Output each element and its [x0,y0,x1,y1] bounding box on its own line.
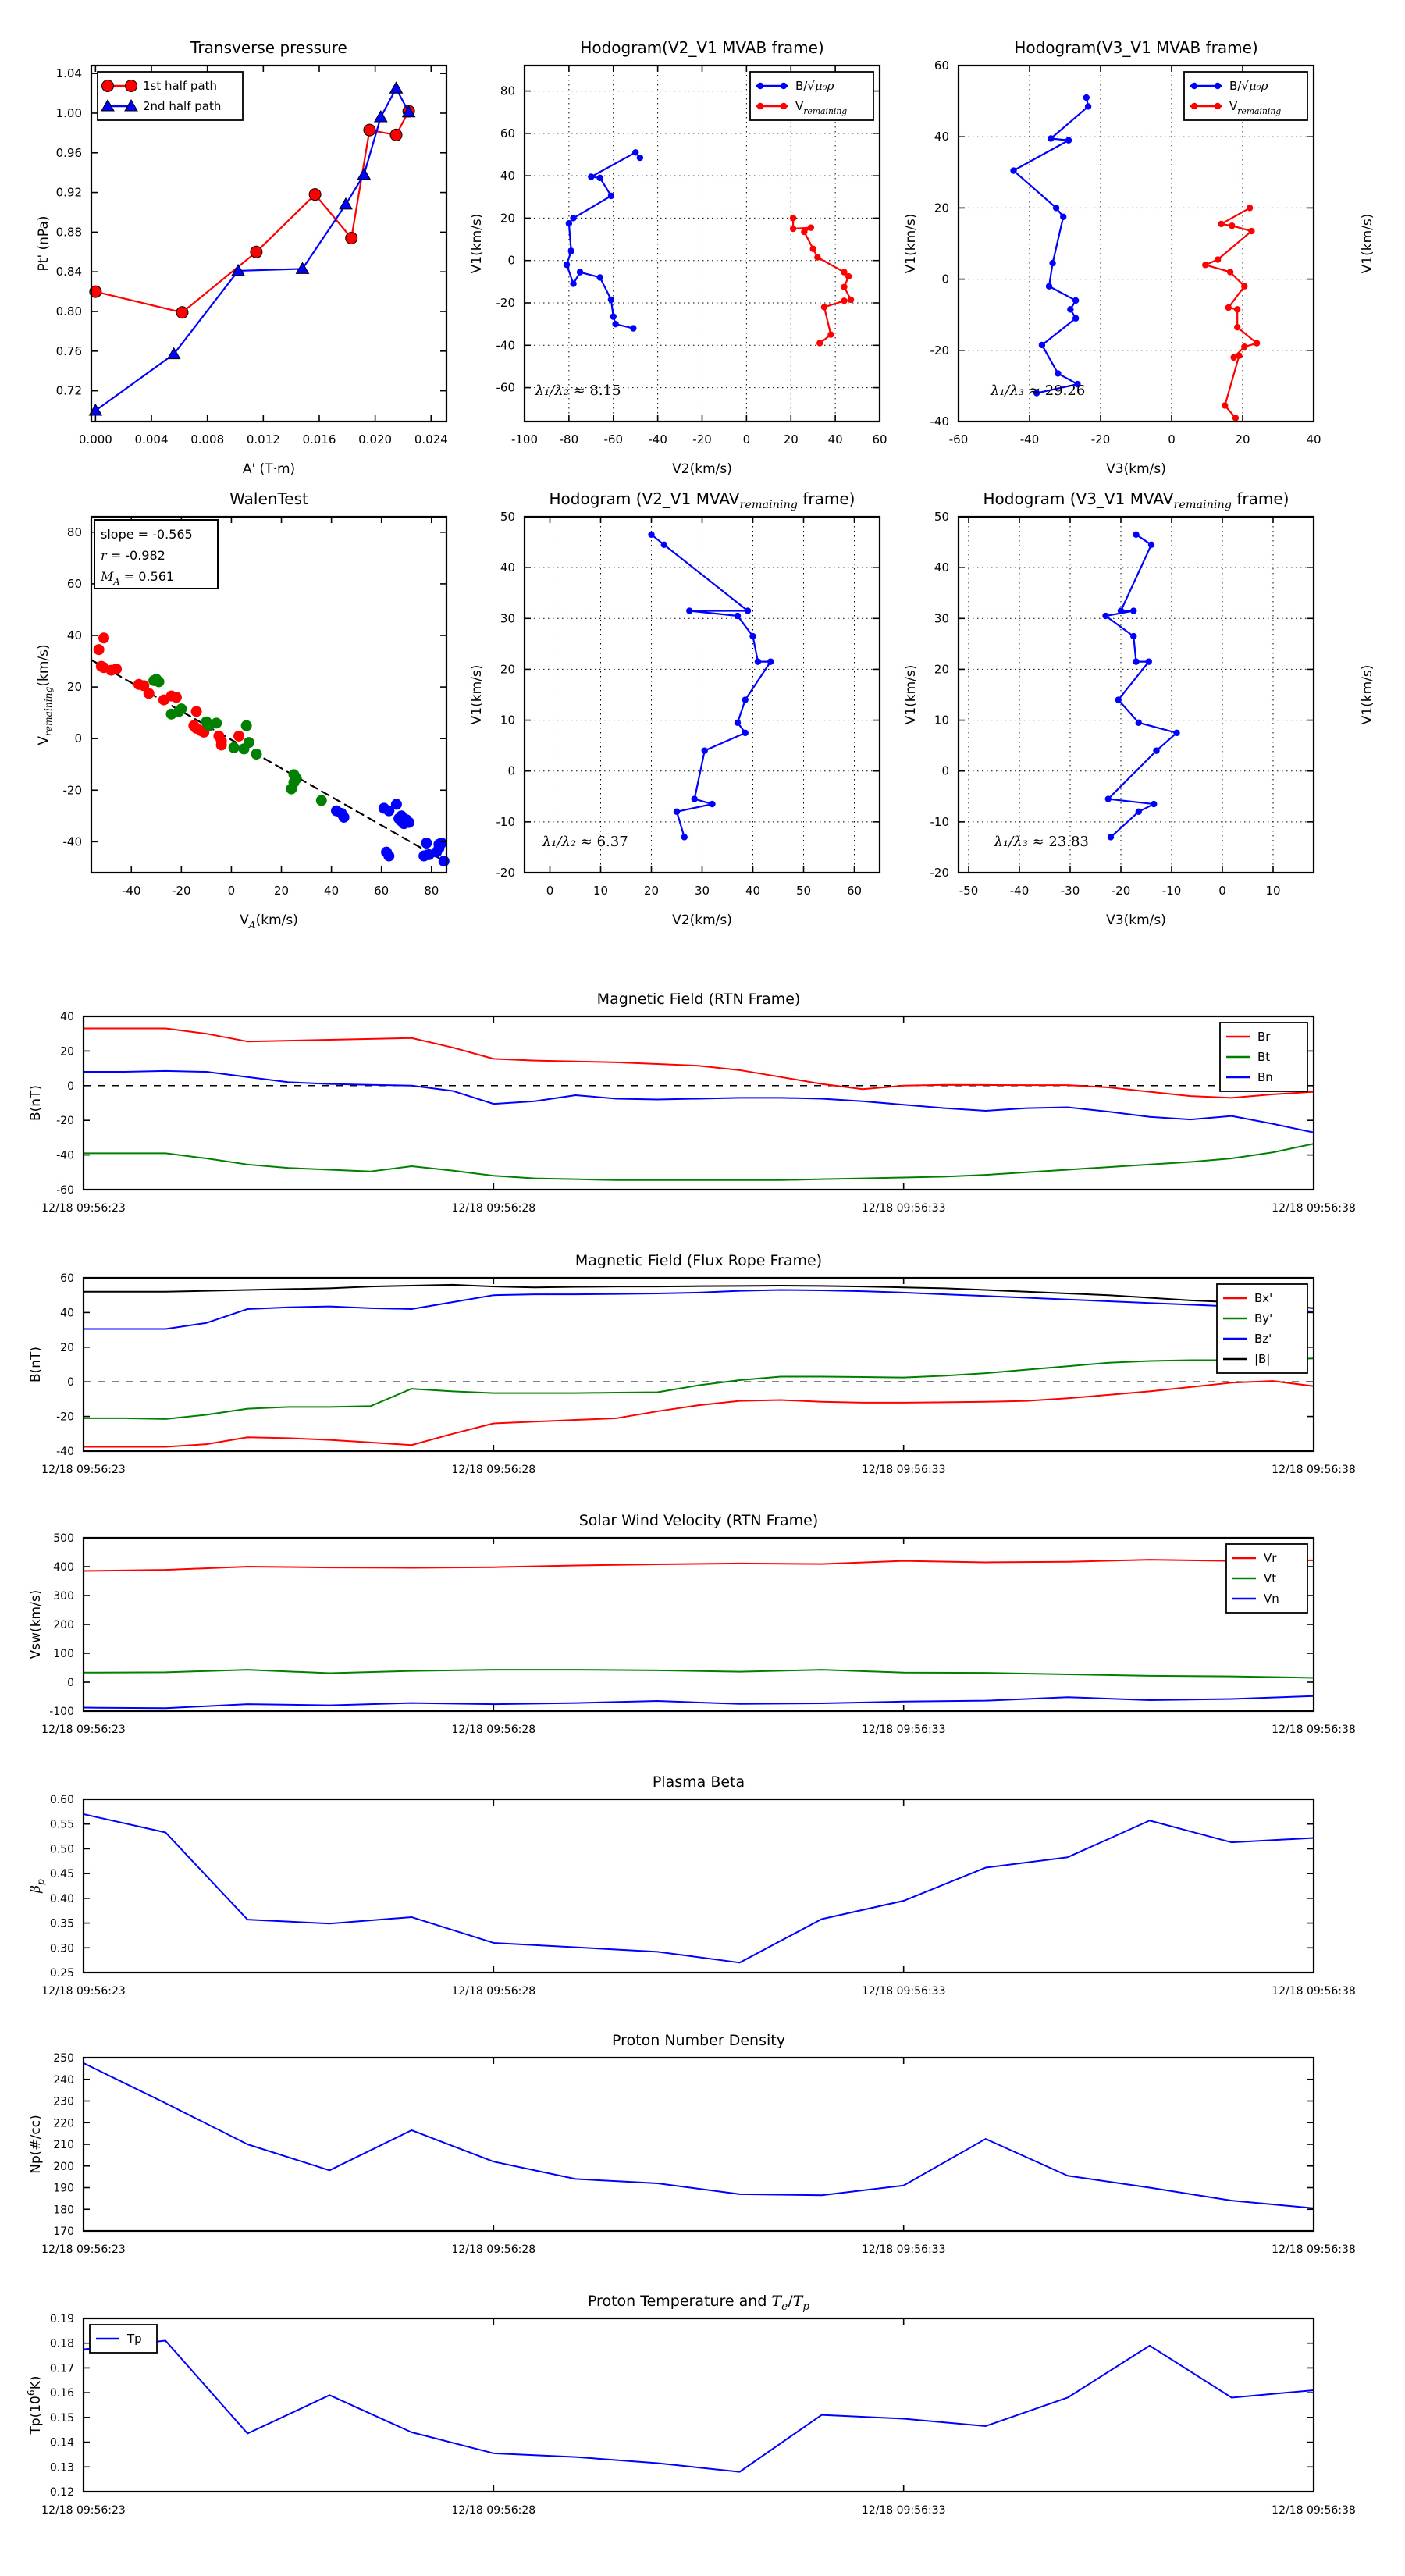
svg-text:80: 80 [424,884,439,898]
svg-text:-100: -100 [510,432,539,447]
svg-text:-60: -60 [56,1184,74,1197]
chart-solar-wind-velocity [13,1499,1405,1781]
svg-text:Proton Temperature and Te/Tp: Proton Temperature and $T_e/T_p$ [587,2293,810,2313]
svg-text:Transverse pressure: Transverse pressure [190,38,347,57]
svg-text:0.96: 0.96 [55,145,82,160]
svg-text:V1(km/s): V1(km/s) [903,213,919,274]
svg-text:20: 20 [500,662,515,677]
svg-text:-40: -40 [1009,884,1030,898]
svg-text:20: 20 [60,1341,74,1354]
svg-text:1.04: 1.04 [55,66,82,81]
svg-text:λ₁/λ₂ ≈ 6.37: λ₁/λ₂ ≈ 6.37 [542,833,628,850]
svg-text:0.016: 0.016 [302,432,336,447]
svg-text:-60: -60 [603,432,623,447]
svg-text:12/18 09:56:28: 12/18 09:56:28 [451,2243,536,2256]
svg-text:-40: -40 [56,1446,74,1458]
svg-text:V2(km/s): V2(km/s) [672,913,732,928]
svg-text:B(nT): B(nT) [28,1084,44,1122]
svg-text:12/18 09:56:23: 12/18 09:56:23 [41,1724,126,1736]
svg-text:-40: -40 [648,432,667,447]
svg-text:0.72: 0.72 [55,383,82,398]
svg-text:r = -0.982: r = -0.982 [101,548,165,563]
svg-text:240: 240 [53,2073,74,2087]
svg-text:12/18 09:56:23: 12/18 09:56:23 [41,1202,126,1215]
svg-text:V3(km/s): V3(km/s) [1106,461,1166,477]
svg-text:-20: -20 [930,343,949,358]
svg-text:Vsw(km/s): Vsw(km/s) [28,1589,44,1660]
svg-text:0: 0 [67,1080,74,1093]
svg-text:Vremaining: $V_{remaining}$ [1229,99,1282,116]
svg-text:210: 210 [53,2139,74,2151]
svg-text:0.30: 0.30 [49,1942,74,1955]
svg-text:0: 0 [941,272,949,286]
svg-text:400: 400 [53,1561,74,1574]
svg-text:40: 40 [66,628,82,642]
svg-text:-40: -40 [496,338,515,353]
svg-text:12/18 09:56:23: 12/18 09:56:23 [41,2243,126,2256]
svg-text:12/18 09:56:28: 12/18 09:56:28 [451,2504,536,2517]
svg-text:0.80: 0.80 [55,304,82,319]
svg-text:-20: -20 [496,296,515,310]
svg-text:500: 500 [53,1532,74,1545]
svg-text:Hodogram (V3_V1 MVAVremaining: Hodogram (V3_V1 $MVAV_{remaining}$ frame) [983,489,1289,511]
svg-text:0.18: 0.18 [49,2337,74,2350]
svg-text:0: 0 [507,763,515,778]
svg-text:Pt' (nPa): Pt' (nPa) [36,215,52,272]
svg-text:40: 40 [934,130,949,144]
svg-text:-20: -20 [56,1411,74,1424]
svg-text:12/18 09:56:28: 12/18 09:56:28 [451,1724,536,1736]
svg-text:180: 180 [53,2204,74,2217]
svg-text:0.45: 0.45 [49,1868,74,1881]
svg-text:0: 0 [742,432,751,447]
svg-text:12/18 09:56:38: 12/18 09:56:38 [1272,2504,1356,2517]
svg-text:0: 0 [1168,432,1176,447]
svg-text:220: 220 [53,2117,74,2130]
svg-text:230: 230 [53,2095,74,2108]
svg-text:200: 200 [53,2160,74,2173]
svg-text:slope = -0.565: slope = -0.565 [101,527,193,542]
svg-text:12/18 09:56:23: 12/18 09:56:23 [41,1464,126,1476]
svg-text:40: 40 [500,169,515,183]
svg-text:-20: -20 [692,432,712,447]
svg-text:0.76: 0.76 [55,343,82,358]
svg-text:-80: -80 [559,432,579,447]
svg-text:0.15: 0.15 [49,2411,74,2425]
svg-text:20: 20 [934,662,949,677]
svg-text:-100: -100 [49,1706,74,1718]
svg-text:-20: -20 [496,866,515,880]
svg-text:20: 20 [500,211,515,226]
chart-hodogram-v3v1-mvav [888,478,1405,942]
svg-text:0.19: 0.19 [49,2313,74,2325]
svg-text:12/18 09:56:28: 12/18 09:56:28 [451,1464,536,1476]
svg-text:V1(km/s): V1(km/s) [469,664,485,725]
svg-text:Proton Number Density: Proton Number Density [612,2032,785,2049]
svg-text:0.020: 0.020 [358,432,393,447]
svg-text:250: 250 [53,2052,74,2065]
svg-text:0.14: 0.14 [49,2436,74,2450]
svg-text:-40: -40 [62,834,82,849]
svg-text:40: 40 [60,1011,74,1023]
svg-text:12/18 09:56:23: 12/18 09:56:23 [41,1985,126,1998]
svg-text:0.13: 0.13 [49,2461,74,2475]
svg-text:0.25: 0.25 [49,1967,74,1980]
svg-text:0: 0 [227,884,236,898]
svg-text:0.17: 0.17 [49,2362,74,2375]
svg-text:40: 40 [324,884,340,898]
svg-text:-40: -40 [1019,432,1040,447]
svg-text:0: 0 [1218,884,1226,898]
svg-text:12/18 09:56:33: 12/18 09:56:33 [861,1202,946,1215]
svg-text:10: 10 [592,884,609,898]
svg-text:30: 30 [694,884,710,898]
svg-text:-20: -20 [930,866,949,880]
svg-text:40: 40 [60,1307,74,1320]
svg-text:20: 20 [1235,432,1250,447]
svg-text:40: 40 [934,560,949,575]
svg-text:50: 50 [934,510,949,524]
svg-text:40: 40 [500,560,515,575]
chart-plasma-beta [13,1760,1405,2042]
hodogram-v3v1-mvav-plot [888,478,1405,939]
bfield-rtn-plot [13,977,1405,1256]
svg-text:0.16: 0.16 [49,2387,74,2400]
svg-text:B/√μ₀ρ: B/√μ₀ρ [1229,79,1268,93]
svg-text:-20: -20 [1090,432,1111,447]
svg-text:0: 0 [67,1677,74,1689]
svg-text:-60: -60 [496,380,515,395]
svg-text:10: 10 [500,713,515,728]
svg-text:0.84: 0.84 [55,265,82,279]
svg-text:80: 80 [66,525,82,539]
svg-text:0.35: 0.35 [49,1917,74,1930]
svg-text:Bt: Bt [1257,1050,1271,1064]
svg-text:-40: -40 [56,1149,74,1162]
svg-text:-10: -10 [496,814,515,829]
svg-text:VA(km/s): $V_A(km/s)$ [240,913,298,930]
svg-text:12/18 09:56:33: 12/18 09:56:33 [861,1985,946,1998]
svg-text:50: 50 [795,884,812,898]
svg-text:20: 20 [783,432,799,447]
svg-text:300: 300 [53,1590,74,1603]
svg-text:Tp: Tp [127,2332,142,2346]
svg-text:V1(km/s): V1(km/s) [903,664,919,725]
svg-text:60: 60 [846,884,863,898]
svg-text:40: 40 [827,432,843,447]
svg-text:WalenTest: WalenTest [229,489,308,508]
svg-text:Vremaining: $V_{remaining}$ [795,99,848,116]
svg-text:V1(km/s): V1(km/s) [1360,213,1375,274]
svg-text:V2(km/s): V2(km/s) [672,461,732,477]
svg-text:2nd half path: 2nd half path [143,99,222,113]
svg-text:Tp(106K): $Tp(10^6K)$ [26,2375,44,2435]
svg-text:βp: $\beta_p$ [28,1879,46,1893]
svg-text:MA = 0.561: $M_A = 0.561$ [101,569,175,587]
svg-text:12/18 09:56:38: 12/18 09:56:38 [1272,1464,1356,1476]
svg-text:0.012: 0.012 [246,432,280,447]
plasma-beta-plot [13,1760,1405,2039]
svg-text:20: 20 [273,884,290,898]
svg-text:-20: -20 [62,783,82,798]
svg-text:12/18 09:56:38: 12/18 09:56:38 [1272,2243,1356,2256]
svg-text:Br: Br [1257,1030,1271,1044]
svg-text:60: 60 [374,884,389,898]
svg-text:-20: -20 [172,884,191,898]
svg-text:0.50: 0.50 [49,1843,74,1856]
svg-text:60: 60 [500,126,515,141]
svg-text:-10: -10 [930,814,949,829]
svg-text:-40: -40 [122,884,141,898]
svg-text:0.88: 0.88 [55,225,82,240]
svg-text:Bn: Bn [1257,1070,1273,1084]
svg-text:Solar Wind Velocity (RTN Frame: Solar Wind Velocity (RTN Frame) [578,1512,819,1529]
svg-text:Bx': Bx' [1254,1291,1273,1305]
svg-text:12/18 09:56:33: 12/18 09:56:33 [861,1724,946,1736]
svg-text:20: 20 [66,680,82,695]
chart-proton-number-density [13,2019,1405,2300]
svg-text:60: 60 [934,59,949,73]
svg-text:-20: -20 [1111,884,1131,898]
svg-text:30: 30 [500,611,515,626]
svg-text:190: 190 [53,2182,74,2195]
svg-text:60: 60 [66,576,82,591]
svg-text:60: 60 [872,432,887,447]
svg-text:0.92: 0.92 [55,185,82,200]
svg-text:Vr: Vr [1264,1551,1277,1565]
svg-text:20: 20 [643,884,660,898]
svg-text:0.40: 0.40 [49,1892,74,1905]
svg-text:1.00: 1.00 [55,105,82,120]
svg-text:12/18 09:56:28: 12/18 09:56:28 [451,1985,536,1998]
svg-text:0.60: 0.60 [49,1794,74,1806]
chart-magnetic-field-rtn [13,977,1405,1259]
svg-text:10: 10 [1265,884,1281,898]
svg-text:12/18 09:56:28: 12/18 09:56:28 [451,1202,536,1215]
svg-text:By': By' [1254,1311,1273,1325]
vsw-rtn-plot [13,1499,1405,1777]
svg-text:170: 170 [53,2226,74,2238]
svg-text:60: 60 [60,1272,74,1285]
svg-text:0.12: 0.12 [49,2486,74,2499]
svg-text:-50: -50 [959,884,979,898]
svg-text:0: 0 [546,884,554,898]
svg-text:Vn: Vn [1264,1592,1279,1606]
svg-text:0: 0 [507,253,515,268]
svg-text:Vremaining(km/s): $V_{remaining}(km/s)$ [36,644,54,745]
svg-text:Hodogram(V3_V1 MVAB frame): Hodogram(V3_V1 MVAB frame) [1014,38,1258,57]
svg-text:-60: -60 [948,432,969,447]
svg-text:0: 0 [941,763,949,778]
chart-hodogram-v3v1-mvab [888,27,1405,491]
svg-text:0: 0 [67,1376,74,1389]
svg-text:λ₁/λ₃ ≈ 29.26: λ₁/λ₃ ≈ 29.26 [990,382,1086,399]
svg-text:|B|: |B| [1254,1352,1271,1366]
svg-text:40: 40 [1306,432,1321,447]
svg-text:B(nT): B(nT) [28,1346,44,1383]
svg-text:0: 0 [74,731,82,746]
svg-text:12/18 09:56:38: 12/18 09:56:38 [1272,1724,1356,1736]
svg-text:20: 20 [934,201,949,215]
svg-text:Bz': Bz' [1254,1332,1272,1346]
svg-text:30: 30 [934,611,949,626]
hodogram-v3v1-mvab-plot [888,27,1405,488]
svg-text:12/18 09:56:38: 12/18 09:56:38 [1272,1202,1356,1215]
svg-text:Magnetic Field (RTN Frame): Magnetic Field (RTN Frame) [596,991,801,1008]
bfield-fluxrope-plot [13,1239,1405,1517]
proton-density-plot [13,2019,1405,2297]
svg-text:12/18 09:56:33: 12/18 09:56:33 [861,2243,946,2256]
svg-text:-30: -30 [1060,884,1080,898]
svg-text:A' (T·m): A' (T·m) [242,461,296,477]
svg-text:λ₁/λ₃ ≈ 23.83: λ₁/λ₃ ≈ 23.83 [994,833,1089,850]
svg-text:Hodogram(V2_V1 MVAB frame): Hodogram(V2_V1 MVAB frame) [580,38,824,57]
svg-text:50: 50 [500,510,515,524]
svg-text:Plasma Beta: Plasma Beta [652,1774,745,1791]
svg-text:12/18 09:56:23: 12/18 09:56:23 [41,2504,126,2517]
svg-text:80: 80 [500,84,515,98]
proton-temperature-plot [13,2279,1405,2558]
svg-text:B/√μ₀ρ: B/√μ₀ρ [795,79,834,93]
svg-text:0.004: 0.004 [134,432,169,447]
svg-text:0.000: 0.000 [78,432,112,447]
svg-text:V1(km/s): V1(km/s) [469,213,485,274]
svg-text:-40: -40 [930,415,949,429]
svg-text:Magnetic Field (Flux Rope Fram: Magnetic Field (Flux Rope Frame) [574,1252,823,1269]
svg-text:200: 200 [53,1619,74,1631]
svg-text:0.024: 0.024 [414,432,448,447]
chart-proton-temperature [13,2279,1405,2561]
svg-text:-10: -10 [1161,884,1182,898]
svg-text:20: 20 [60,1045,74,1059]
svg-text:1st half path: 1st half path [143,79,218,93]
svg-text:0.55: 0.55 [49,1818,74,1831]
svg-text:40: 40 [745,884,761,898]
svg-text:Np(#/cc): Np(#/cc) [28,2115,44,2174]
svg-text:0.008: 0.008 [190,432,225,447]
svg-text:Vt: Vt [1264,1571,1277,1585]
svg-text:12/18 09:56:33: 12/18 09:56:33 [861,2504,946,2517]
svg-text:12/18 09:56:33: 12/18 09:56:33 [861,1464,946,1476]
chart-magnetic-field-fluxrope [13,1239,1405,1521]
svg-text:V1(km/s): V1(km/s) [1360,664,1375,725]
svg-text:V3(km/s): V3(km/s) [1106,913,1166,928]
svg-text:10: 10 [934,713,949,728]
svg-text:λ₁/λ₂ ≈ 8.15: λ₁/λ₂ ≈ 8.15 [535,382,621,399]
svg-text:100: 100 [53,1648,74,1660]
svg-text:Hodogram (V2_V1 MVAVremaining: Hodogram (V2_V1 $MVAV_{remaining}$ frame) [549,489,855,511]
svg-text:-20: -20 [56,1115,74,1128]
svg-text:12/18 09:56:38: 12/18 09:56:38 [1272,1985,1356,1998]
